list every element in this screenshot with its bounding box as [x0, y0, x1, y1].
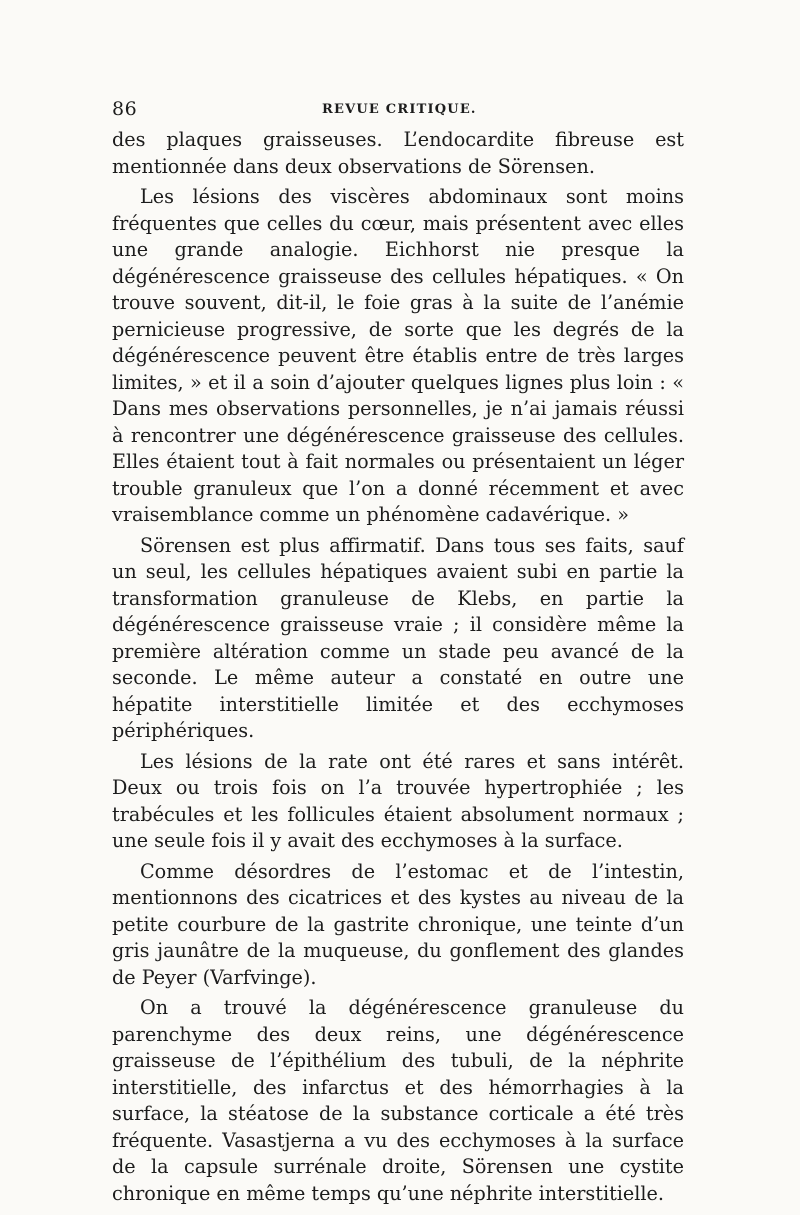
- page-header: [112, 98, 684, 126]
- page-number: 86: [112, 98, 138, 120]
- paragraph-continuation: des plaques graisseuses. L’endocardite fibreuse est mentionnée dans deux observations de Sörensen.: [112, 128, 684, 178]
- running-title: REVUE CRITIQUE.: [322, 102, 477, 117]
- paragraph-abdominal-lesions: Les lésions des viscères abdominaux sont moins fréquentes que celles du cœur, mais présentent avec elles une grande analogie. Eichhorst nie presque la dégénérescence graisseuse des cellules hépatiques. « On trouve souvent, dit-il, le foie gras à la suite de l’anémie pernicieuse progressive, de sorte que les degrés de la dégénérescence peuvent être établis entre de très larges limites, » et il a soin d’ajouter quelques lignes plus loin : « Dans mes observations personnelles, je n’ai jamais réussi à rencontrer une dégénérescence graisseuse des cellules. Elles étaient tout à fait normales ou présentaient un léger trouble granuleux que l’on a donné récemment et avec vraisemblance comme un phénomène cadavérique. »: [112, 185, 684, 526]
- paragraph-spleen: Les lésions de la rate ont été rares et sans intérêt. Deux ou trois fois on l’a trouvée hypertrophiée ; les trabécules et les follicules étaient absolument normaux ; une seule fois il y avait des ecchymoses à la surface.: [112, 749, 684, 852]
- paragraph-stomach-intestine: Comme désordres de l’estomac et de l’intestin, mentionnons des cicatrices et des kystes au niveau de la petite courbure de la gastrite chronique, une teinte d’un gris jaunâtre de la muqueuse, du gonflement des glandes de Peyer (Varfvinge).: [112, 859, 684, 989]
- body-text: [112, 127, 684, 1211]
- paragraph-kidneys: On a trouvé la dégénérescence granuleuse du parenchyme des deux reins, une dégénérescence graisseuse de l’épithélium des tubuli, de la néphrite interstitielle, des infarctus et des hémorrhagies à la surface, la stéatose de la substance corticale a été très fréquente. Vasastjerna a vu des ecchymoses à la surface de la capsule surrénale droite, Sörensen une cystite chronique en même temps qu’une néphrite interstitielle.: [112, 996, 684, 1205]
- paragraph-sorensen-liver: Sörensen est plus affirmatif. Dans tous ses faits, sauf un seul, les cellules hépatiques avaient subi en partie la transformation granuleuse de Klebs, en partie la dégénérescence graisseuse vraie ; il considère même la première altération comme un stade peu avancé de la seconde. Le même auteur a constaté en outre une hépatite interstitielle limitée et des ecchymoses périphériques.: [112, 533, 684, 742]
